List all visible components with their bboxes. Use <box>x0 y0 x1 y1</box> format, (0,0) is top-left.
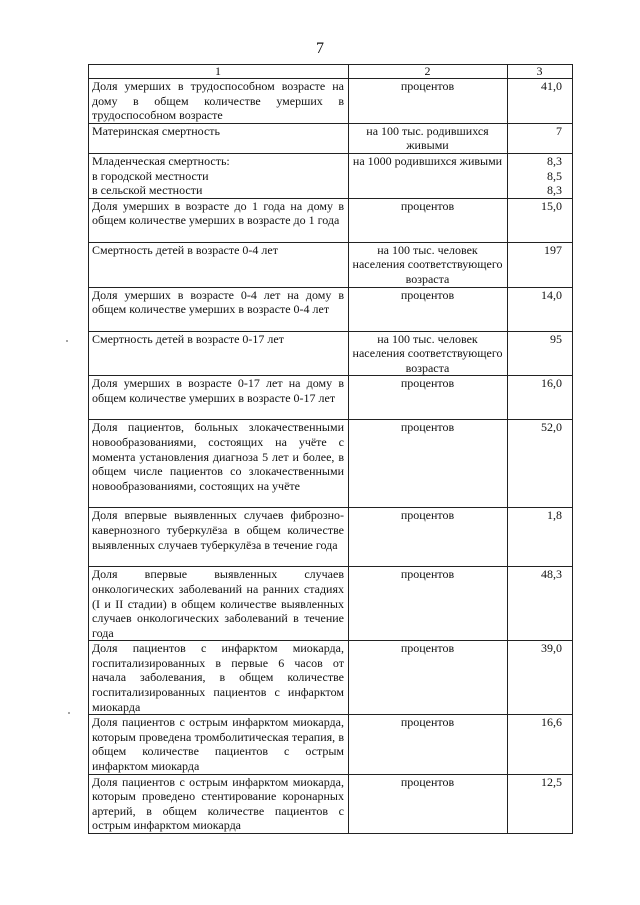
header-col-2: 2 <box>349 65 508 79</box>
table-row <box>89 420 573 508</box>
table-row <box>89 567 573 641</box>
indicator-value: 52,0 <box>508 420 573 508</box>
indicator-unit: процентов <box>349 715 508 774</box>
indicator-unit: на 100 тыс. родившихся живыми <box>349 123 508 153</box>
indicator-name: Доля умерших в возрасте до 1 года на дому в общем количестве умерших в возрасте до 1 года <box>89 198 349 242</box>
indicator-name: Смертность детей в возрасте 0-4 лет <box>89 242 349 287</box>
indicator-unit: на 100 тыс. человек населения соответствующего возраста <box>349 331 508 376</box>
indicator-name: Доля пациентов с инфарктом миокарда, госпитализированных в первые 6 часов от начала заболевания, в общем количестве госпитализированных пациентов с инфарктом миокарда <box>89 641 349 715</box>
table-row <box>89 242 573 287</box>
indicator-unit: процентов <box>349 198 508 242</box>
indicator-value-line: 8,3 <box>547 183 562 198</box>
table-row <box>89 153 573 198</box>
indicator-name: Доля пациентов с острым инфарктом миокарда, которым проведено стентирование коронарных артерий, в общем количестве пациентов с острым инфарктом миокарда <box>89 774 349 833</box>
indicator-name: Доля пациентов, больных злокачественными новообразованиями, состоящих на учёте с момента установления диагноза 5 лет и более, в общем числе пациентов со злокачественными новообразованиями, состоящих на учёте <box>89 420 349 508</box>
indicators-table <box>88 64 573 834</box>
indicator-value: 16,6 <box>508 715 573 774</box>
indicator-name-line: в городской местности <box>92 168 209 183</box>
table-row <box>89 331 573 376</box>
scan-speck <box>68 712 70 714</box>
table-row <box>89 715 573 774</box>
indicator-value: 41,0 <box>508 79 573 124</box>
indicator-name: Доля впервые выявленных случаев фиброзно-кавернозного туберкулёза в общем количестве выявленных случаев туберкулёза в течение года <box>89 508 349 567</box>
table-row <box>89 641 573 715</box>
header-col-3: 3 <box>508 65 573 79</box>
indicator-value: 48,3 <box>508 567 573 641</box>
indicator-name: Доля впервые выявленных случаев онкологических заболеваний на ранних стадиях (I и II стадии) в общем количестве выявленных случаев онкологических заболеваний в течение года <box>89 567 349 641</box>
table-row <box>89 287 573 331</box>
indicator-value-line: 8,5 <box>547 168 562 183</box>
table-row <box>89 376 573 420</box>
indicator-value: 197 <box>508 242 573 287</box>
indicator-unit: процентов <box>349 420 508 508</box>
indicator-unit: на 100 тыс. человек населения соответствующего возраста <box>349 242 508 287</box>
indicator-name: Доля умерших в трудоспособном возрасте на дому в общем количестве умерших в трудоспособном возрасте <box>89 79 349 124</box>
indicator-value: 95 <box>508 331 573 376</box>
indicator-value: 39,0 <box>508 641 573 715</box>
indicator-value: 15,0 <box>508 198 573 242</box>
indicator-unit: процентов <box>349 774 508 833</box>
indicator-name-line: Младенческая смертность: <box>92 153 230 168</box>
indicator-unit: процентов <box>349 376 508 420</box>
indicator-unit: процентов <box>349 79 508 124</box>
indicator-unit: процентов <box>349 641 508 715</box>
scan-speck <box>66 340 68 342</box>
indicator-value: 12,5 <box>508 774 573 833</box>
indicator-name: Доля умерших в возрасте 0-17 лет на дому в общем количестве умерших в возрасте 0-17 лет <box>89 376 349 420</box>
indicator-value-line: 8,3 <box>547 153 562 168</box>
table-header-row <box>89 65 573 79</box>
indicator-name: Материнская смертность <box>89 123 349 153</box>
indicator-name: Доля умерших в возрасте 0-4 лет на дому в общем количестве умерших в возрасте 0-4 лет <box>89 287 349 331</box>
indicator-name: Смертность детей в возрасте 0-17 лет <box>89 331 349 376</box>
indicator-name: Доля пациентов с острым инфарктом миокарда, которым проведена тромболитическая терапия, в общем количестве пациентов с острым инфарктом миокарда <box>89 715 349 774</box>
indicator-value <box>508 153 573 198</box>
table-row <box>89 508 573 567</box>
indicator-unit: процентов <box>349 567 508 641</box>
table-row <box>89 79 573 124</box>
indicator-value: 1,8 <box>508 508 573 567</box>
indicator-unit: на 1000 родившихся живыми <box>349 153 508 198</box>
page-number: 7 <box>316 40 324 57</box>
indicator-value: 7 <box>508 123 573 153</box>
indicator-name-line: в сельской местности <box>92 183 203 198</box>
table-row <box>89 123 573 153</box>
indicator-value: 14,0 <box>508 287 573 331</box>
indicator-unit: процентов <box>349 287 508 331</box>
indicator-unit: процентов <box>349 508 508 567</box>
indicator-name <box>89 153 349 198</box>
table-row <box>89 198 573 242</box>
header-col-1: 1 <box>89 65 349 79</box>
table-row <box>89 774 573 833</box>
indicator-value: 16,0 <box>508 376 573 420</box>
